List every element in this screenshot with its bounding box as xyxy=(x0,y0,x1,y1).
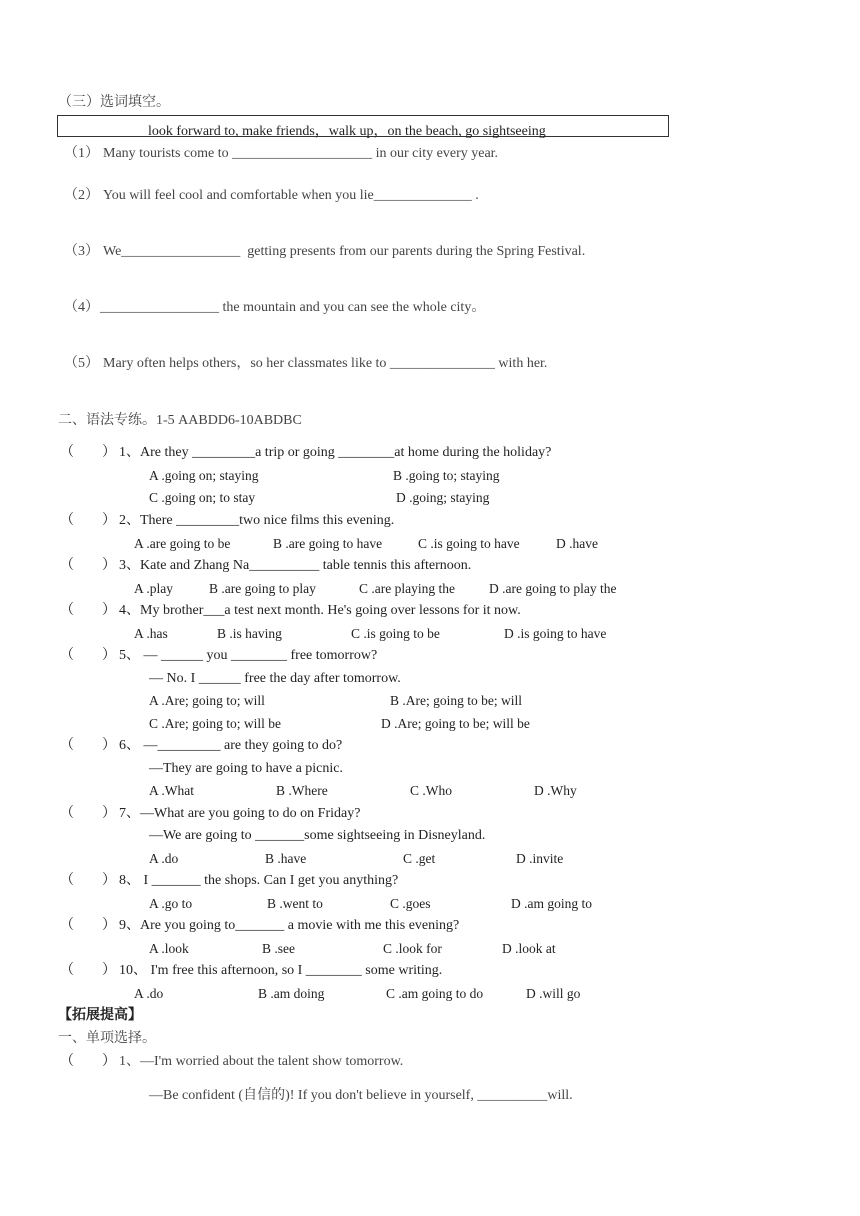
question-stem: 7、—What are you going to do on Friday? xyxy=(119,806,361,821)
option-d: D .invite xyxy=(516,851,564,866)
answer-paren: （ ） xyxy=(60,918,116,933)
option-c: C .Who xyxy=(410,783,452,798)
option-b: B .Where xyxy=(276,783,328,798)
word-box-text: look forward to, make friends，walk up，on the beach, go sightseeing xyxy=(148,124,546,139)
option-a: A .do xyxy=(134,986,164,1001)
option-a: A .go to xyxy=(149,896,193,911)
option-a: A .Are; going to; will xyxy=(149,693,265,708)
option-b: B .Are; going to be; will xyxy=(390,693,522,708)
option-b: B .are going to have xyxy=(273,536,383,551)
fill-item-text: Mary often helps others，so her classmates like to _______________ with her. xyxy=(103,356,548,371)
option-a: A .has xyxy=(134,626,168,641)
dialogue-line: —They are going to have a picnic. xyxy=(149,761,343,776)
answer-paren: （ ） xyxy=(60,513,116,528)
question-stem: 3、Kate and Zhang Na__________ table tennis this afternoon. xyxy=(119,558,472,573)
question-stem: 9、Are you going to_______ a movie with me this evening? xyxy=(119,918,460,933)
option-b: B .is having xyxy=(217,626,282,641)
option-a: A .What xyxy=(149,783,194,798)
dialogue-line: —We are going to _______some sightseeing in Disneyland. xyxy=(149,828,486,843)
option-d: D .going; staying xyxy=(396,490,490,505)
question-stem: 4、My brother___a test next month. He's going over lessons for it now. xyxy=(119,603,521,618)
fill-item-text: Many tourists come to ____________________ in our city every year. xyxy=(103,146,499,161)
answer-paren: （ ） xyxy=(60,603,116,618)
option-c: C .is going to be xyxy=(351,626,440,641)
option-b: B .are going to play xyxy=(209,581,316,596)
option-d: D .am going to xyxy=(511,896,592,911)
dialogue-line: —Be confident (自信的)! If you don't believe in yourself, __________will. xyxy=(149,1088,573,1103)
option-c: C .am going to do xyxy=(386,986,484,1001)
section-heading-grammar: 二、语法专练。1-5 AABDD6-10ABDBC xyxy=(58,413,302,428)
option-d: D .Why xyxy=(534,783,577,798)
fill-item-number: （5） xyxy=(64,356,99,371)
option-d: D .are going to play the xyxy=(489,581,617,596)
fill-item-text: We_________________ getting presents from our parents during the Spring Festival. xyxy=(103,244,586,259)
fill-item-number: （1） xyxy=(64,146,99,161)
option-c: C .is going to have xyxy=(418,536,520,551)
fill-item-number: （4） xyxy=(64,300,99,315)
answer-paren: （ ） xyxy=(60,445,116,460)
fill-item-text: You will feel cool and comfortable when you lie______________ . xyxy=(103,188,479,203)
option-b: B .see xyxy=(262,941,295,956)
question-stem: 10、 I'm free this afternoon, so I ________ some writing. xyxy=(119,963,443,978)
section-heading-extend: 【拓展提高】 xyxy=(58,1008,142,1023)
question-stem: 8、 I _______ the shops. Can I get you anything? xyxy=(119,873,399,888)
option-d: D .have xyxy=(556,536,598,551)
option-c: C .are playing the xyxy=(359,581,455,596)
option-b: B .am doing xyxy=(258,986,325,1001)
dialogue-line: — No. I ______ free the day after tomorrow. xyxy=(149,671,401,686)
question-stem: 1、Are they _________a trip or going ________at home during the holiday? xyxy=(119,445,552,460)
answer-paren: （ ） xyxy=(60,738,116,753)
option-c: C .look for xyxy=(383,941,442,956)
option-b: B .going to; staying xyxy=(393,468,500,483)
option-d: D .look at xyxy=(502,941,556,956)
option-d: D .will go xyxy=(526,986,581,1001)
option-a: A .play xyxy=(134,581,173,596)
option-a: A .going on; staying xyxy=(149,468,259,483)
option-c: C .going on; to stay xyxy=(149,490,256,505)
fill-item-text: _________________ the mountain and you can see the whole city。 xyxy=(100,300,486,315)
subsection-heading: 一、单项选择。 xyxy=(58,1031,156,1046)
section-heading-fill: （三）选词填空。 xyxy=(58,95,170,110)
option-d: D .is going to have xyxy=(504,626,607,641)
answer-paren: （ ） xyxy=(60,558,116,573)
question-stem: 1、—I'm worried about the talent show tomorrow. xyxy=(119,1054,404,1069)
option-c: C .Are; going to; will be xyxy=(149,716,281,731)
fill-item-number: （2） xyxy=(64,188,99,203)
question-stem: 2、There _________two nice films this evening. xyxy=(119,513,395,528)
word-box xyxy=(57,115,669,137)
answer-paren: （ ） xyxy=(60,873,116,888)
option-d: D .Are; going to be; will be xyxy=(381,716,530,731)
answer-paren: （ ） xyxy=(60,1054,116,1069)
question-stem: 6、 —_________ are they going to do? xyxy=(119,738,343,753)
option-a: A .do xyxy=(149,851,179,866)
option-c: C .get xyxy=(403,851,436,866)
option-a: A .look xyxy=(149,941,189,956)
option-c: C .goes xyxy=(390,896,431,911)
question-stem: 5、 — ______ you ________ free tomorrow? xyxy=(119,648,378,663)
option-b: B .went to xyxy=(267,896,323,911)
option-b: B .have xyxy=(265,851,307,866)
answer-paren: （ ） xyxy=(60,648,116,663)
answer-paren: （ ） xyxy=(60,963,116,978)
option-a: A .are going to be xyxy=(134,536,231,551)
fill-item-number: （3） xyxy=(64,244,99,259)
answer-paren: （ ） xyxy=(60,806,116,821)
